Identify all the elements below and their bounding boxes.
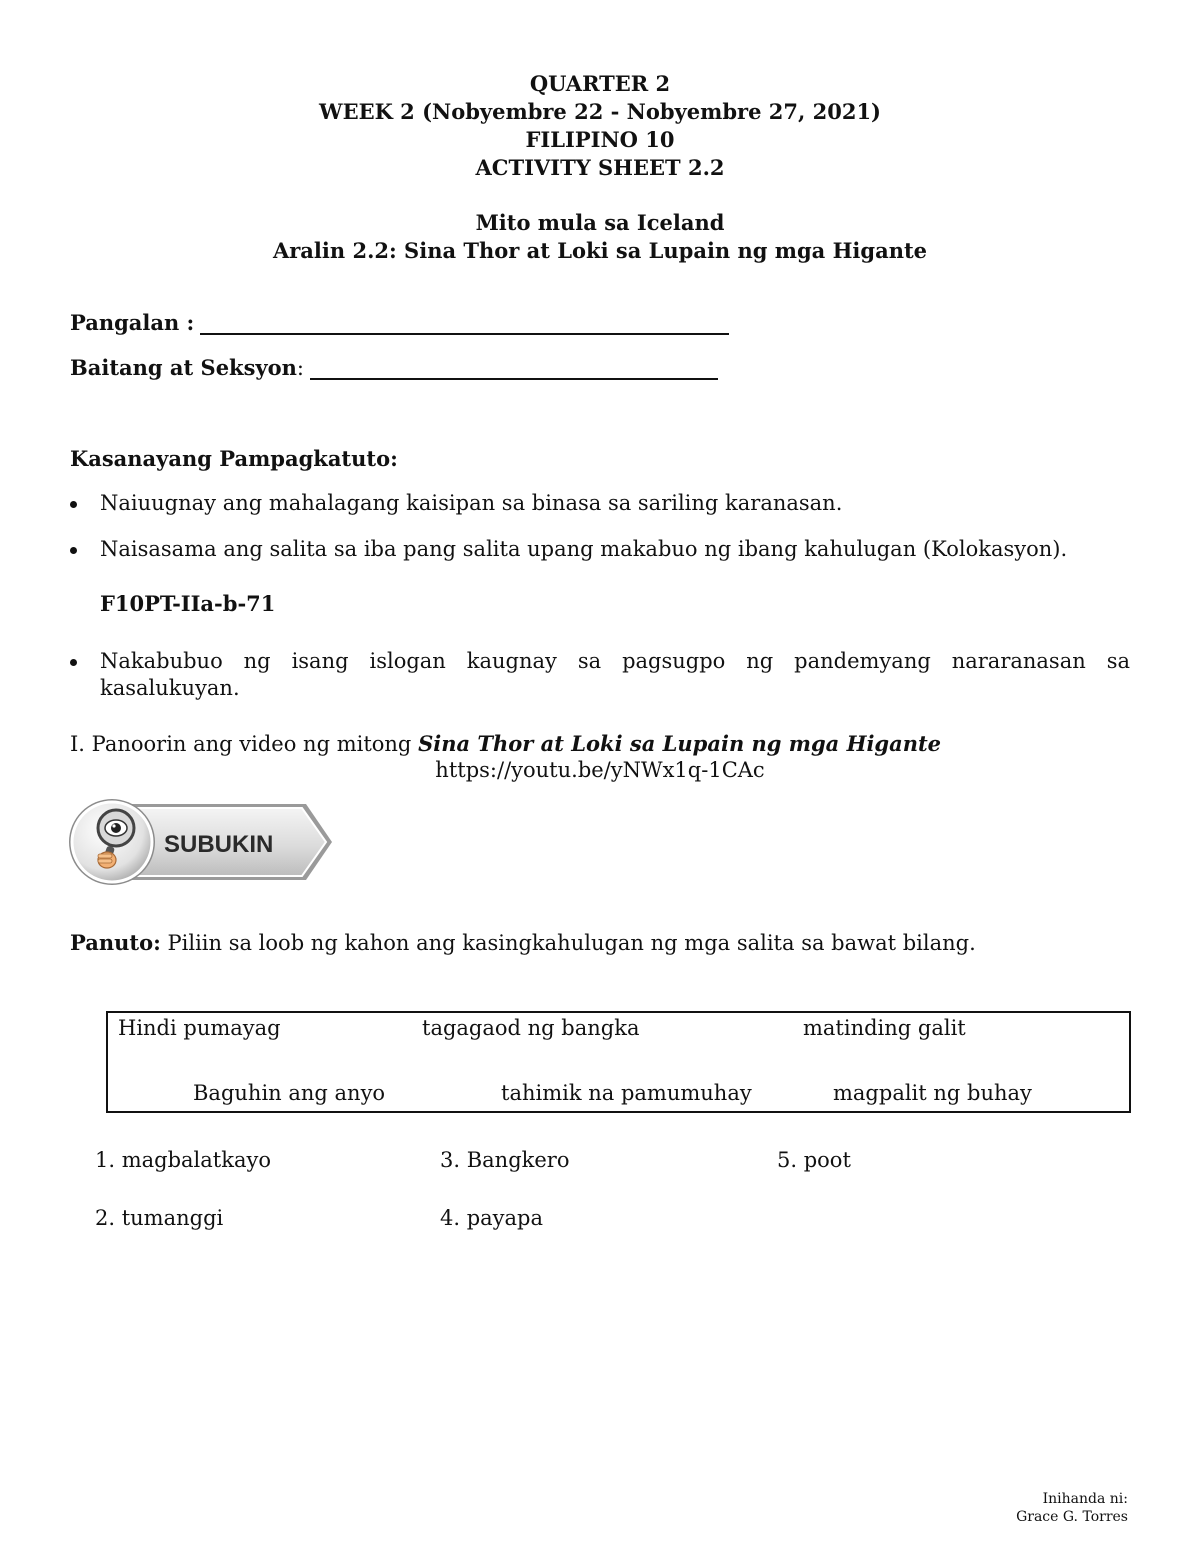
- list-item: 1. magbalatkayo: [95, 1148, 271, 1172]
- name-label: Pangalan :: [70, 310, 195, 335]
- week-heading: WEEK 2 (Nobyembre 22 - Nobyembre 27, 2021): [319, 99, 881, 124]
- choice-word: matinding galit: [803, 1016, 966, 1040]
- bullet-icon: [70, 501, 77, 508]
- activity-heading: ACTIVITY SHEET 2.2: [475, 155, 725, 180]
- grade-section-field: [70, 355, 718, 380]
- competency-code: F10PT-IIa-b-71: [100, 591, 276, 616]
- name-blank-line[interactable]: [200, 311, 729, 335]
- quarter-heading: QUARTER 2: [529, 71, 671, 96]
- list-item: 2. tumanggi: [95, 1206, 224, 1230]
- directions-text: Piliin sa loob ng kahon ang kasingkahulugan ng mga salita sa bawat bilang.: [160, 931, 976, 955]
- list-item: 3. Bangkero: [440, 1148, 570, 1172]
- video-title: Sina Thor at Loki sa Lupain ng mga Higante: [418, 731, 942, 756]
- directions-label: Panuto:: [70, 930, 161, 955]
- lesson-heading: Aralin 2.2: Sina Thor at Loki sa Lupain ng mga Higante: [272, 238, 928, 263]
- bullet-icon: [70, 547, 77, 554]
- name-field: [70, 310, 729, 335]
- prepared-by-name: Grace G. Torres: [1016, 1509, 1128, 1525]
- bullet-icon: [70, 659, 77, 666]
- competencies-title: Kasanayang Pampagkatuto:: [70, 446, 398, 471]
- word-choices-box: [106, 1011, 1131, 1113]
- grade-section-blank-line[interactable]: [310, 356, 718, 380]
- subject-heading: FILIPINO 10: [525, 127, 675, 152]
- list-item: 5. poot: [777, 1148, 851, 1172]
- grade-section-colon: :: [296, 356, 304, 380]
- choice-word: Baguhin ang anyo: [193, 1081, 386, 1105]
- grade-section-label: Baitang at Seksyon: [70, 355, 297, 380]
- choice-word: tahimik na pamumuhay: [501, 1081, 752, 1105]
- myth-heading: Mito mula sa Iceland: [475, 210, 725, 235]
- prepared-by-label: Inihanda ni:: [1042, 1491, 1128, 1507]
- activity-sheet-page: QUARTER 2 WEEK 2 (Nobyembre 22 - Nobyembre 27, 2021) FILIPINO 10 ACTIVITY SHEET 2.2 Mito mula sa Iceland Aralin 2.2: Sina Thor at Loki sa Lupain ng mga Higante Pangalan : Baitang at Seksyon : Kasanayang Pampagkatuto: Naiuugnay ang mahalagang kaisipan sa binasa sa sariling karanasan. Naisasama ang salita sa iba pang salita upang makabuo ng ibang kahulugan (Kolokasyon). F10PT-IIa-b-71 Nakabubuo ng isang islogan kaugnay sa pagsugpo ng pandemyang nararanasan sa kasalukuyan. I. Panoorin ang video ng mitong Sina Thor at Loki sa Lupain ng mga Higante https://youtu.be/yNWx1q-1CAc SUBUKIN Panuto: Piliin sa loob ng kahon ang kasingkahulugan ng mga salita sa bawat bilang. Hindi pumayag tagagaod ng bangka matinding galit Baguhin ang anyo tahimik na pamumuhay magpalit ng buhay 1. magbalatkayo 3. Bangkero 5. poot 2. tumanggi 4. payapa Inihanda ni: Grace G. Torres: [0, 0, 1200, 1553]
- video-link[interactable]: https://youtu.be/yNWx1q-1CAc: [435, 758, 765, 782]
- choice-word: Hindi pumayag: [118, 1016, 281, 1040]
- prepared-by: [1016, 1490, 1128, 1526]
- video-instruction: I. Panoorin ang video ng mitong Sina Thor at Loki sa Lupain ng mga Higante: [70, 731, 942, 756]
- subukin-label: SUBUKIN: [164, 831, 274, 858]
- subukin-badge: [66, 796, 346, 886]
- choice-word: magpalit ng buhay: [833, 1081, 1032, 1105]
- list-item: 4. payapa: [440, 1206, 544, 1230]
- directions: [70, 930, 976, 955]
- choice-word: tagagaod ng bangka: [422, 1016, 640, 1040]
- document-header: [0, 70, 1200, 265]
